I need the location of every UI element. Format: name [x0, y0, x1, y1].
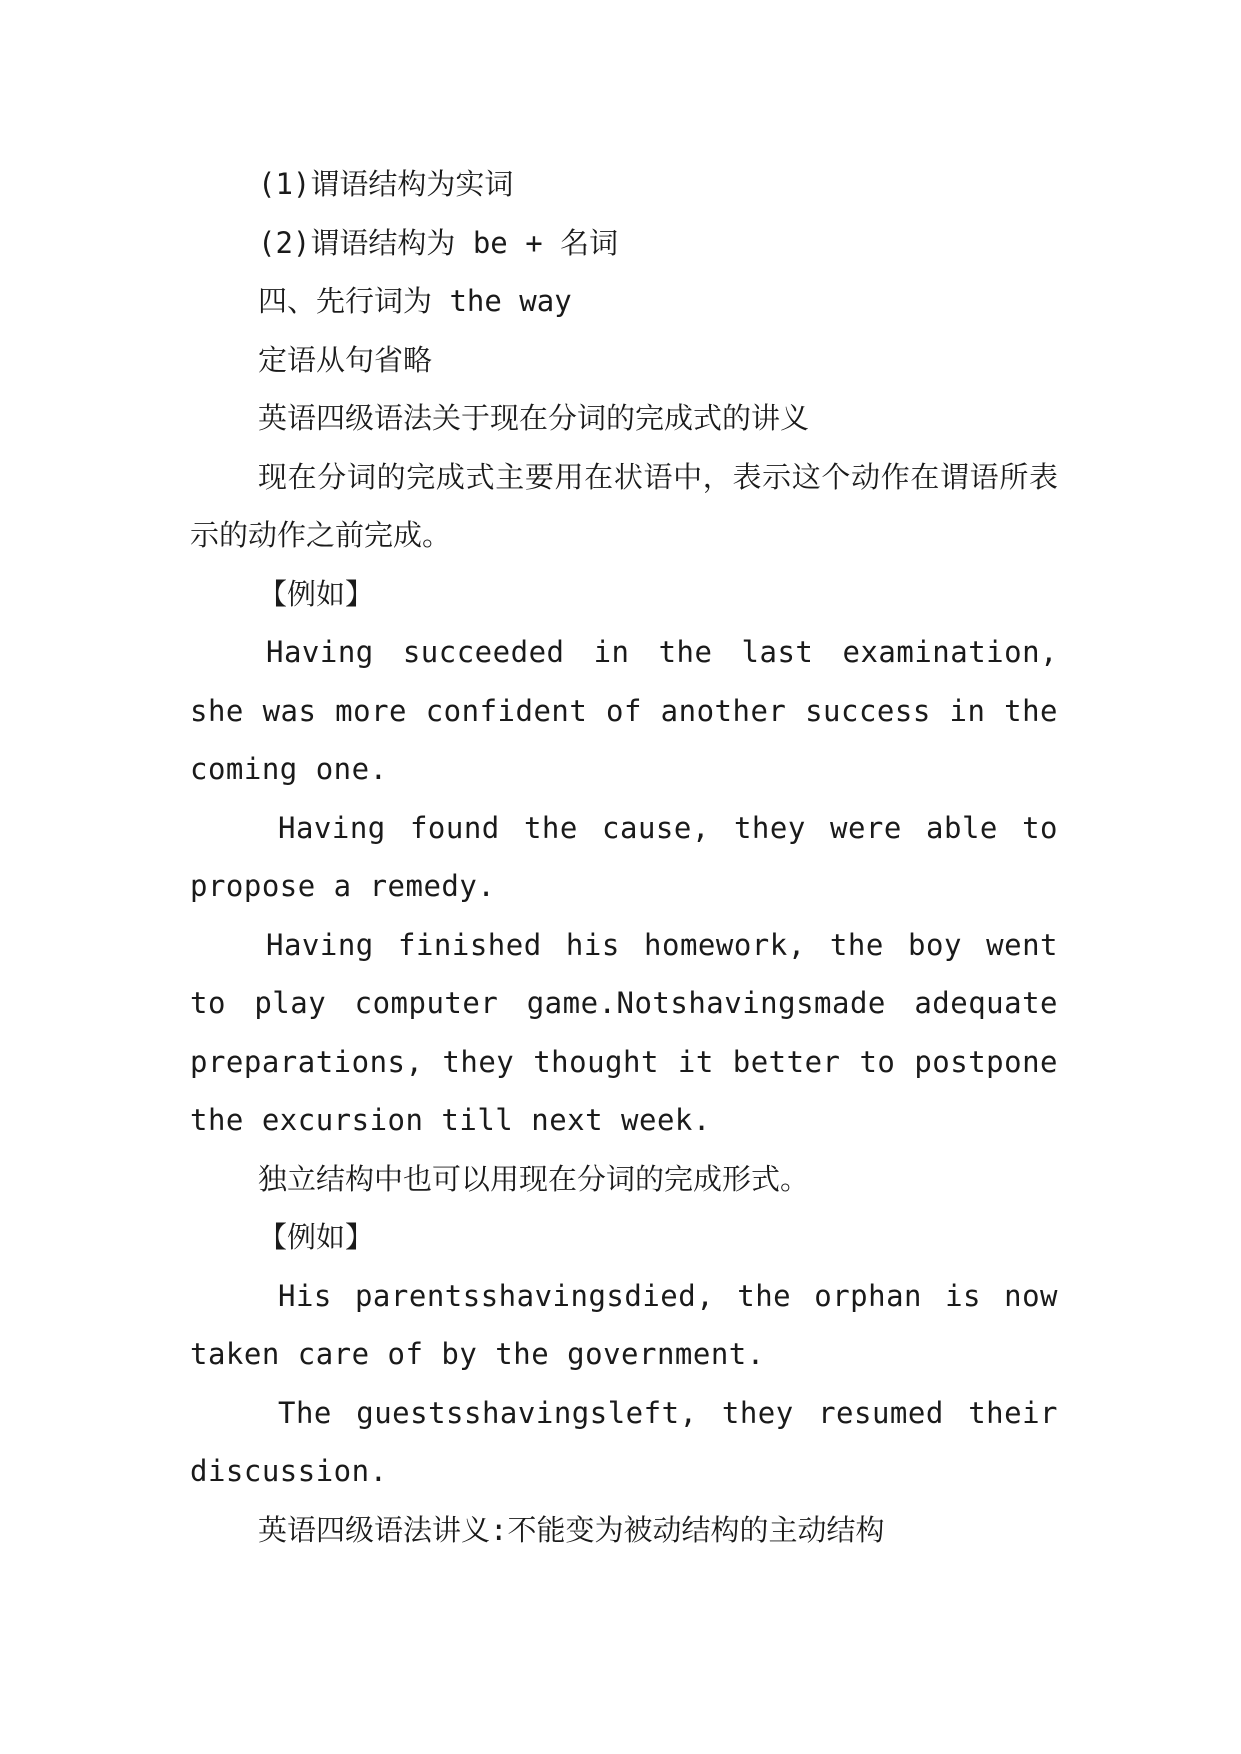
- body-paragraph-absolute-construction: 独立结构中也可以用现在分词的完成形式。: [258, 1161, 810, 1196]
- section-heading-antecedent: 四、先行词为 the way: [258, 284, 572, 318]
- section-title-perfect-participle: 英语四级语法关于现在分词的完成式的讲义: [258, 401, 810, 435]
- example-sentence-1: Having succeeded in the last examination, she was more confident of another success in the coming one.: [190, 635, 1058, 786]
- list-item-1: (1)谓语结构为实词: [258, 167, 514, 201]
- example-label: 【例如】: [258, 576, 375, 611]
- document-page: [190, 155, 1058, 1559]
- section-title-active-structure: 英语四级语法讲义:不能变为被动结构的主动结构: [258, 1512, 885, 1547]
- body-paragraph-perfect-participle: 现在分词的完成式主要用在状语中，表示这个动作在谓语所表示的动作之前完成。: [190, 459, 1058, 552]
- example-sentence-2: Having found the cause, they were able to propose a remedy.: [190, 810, 1058, 903]
- example-sentence-4: His parentsshavingsdied, the orphan is now taken care of by the government.: [190, 1278, 1058, 1371]
- example-label-2: 【例如】: [258, 1220, 375, 1254]
- subheading-clause-omission: 定语从句省略: [258, 342, 433, 377]
- example-sentence-5: The guestsshavingsleft, they resumed their discussion.: [190, 1395, 1058, 1488]
- example-sentence-3: Having finished his homework, the boy went to play computer game.Notshavingsmade adequate preparations, they thought it better to postpone the excursion till next week.: [190, 927, 1058, 1137]
- list-item-2: (2)谓语结构为 be + 名词: [258, 225, 619, 260]
